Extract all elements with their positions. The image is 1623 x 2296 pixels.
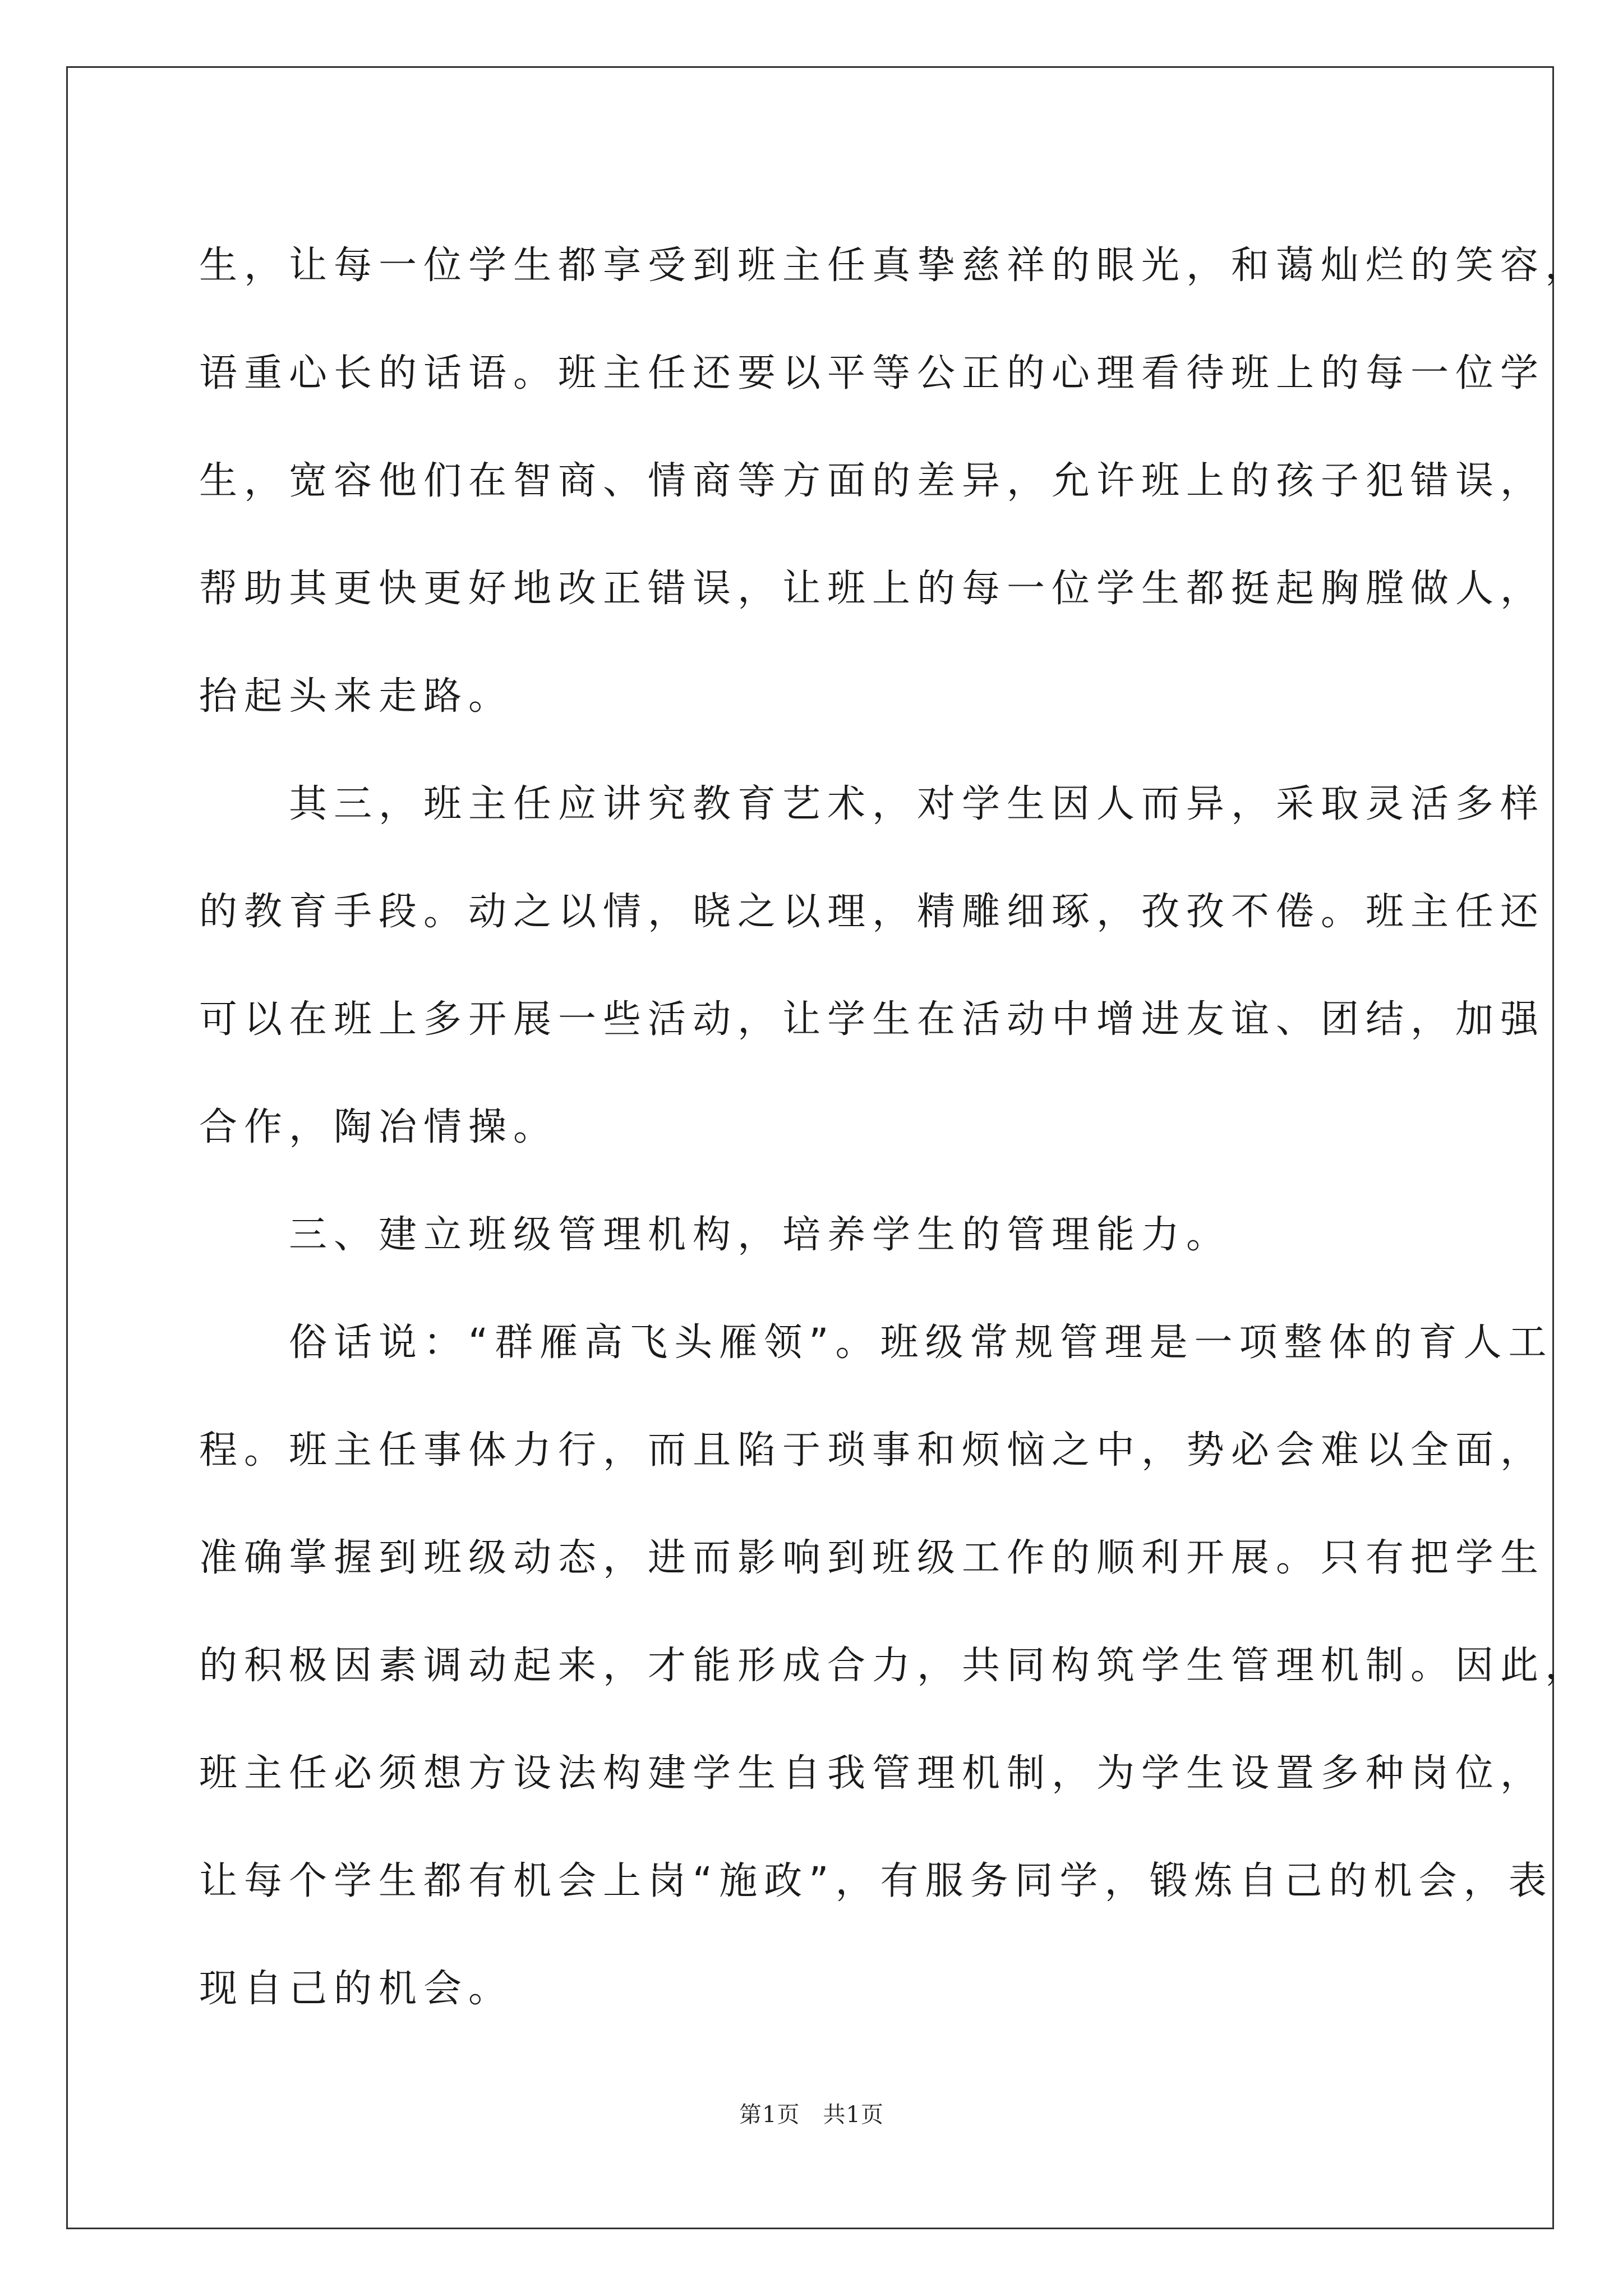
page-footer <box>0 2097 1623 2129</box>
text-line: 的教育手段。动之以情，晓之以理，精雕细琢，孜孜不倦。班主任还 <box>199 890 1546 934</box>
body-text <box>199 212 1590 2043</box>
page-number: 第1页 共1页 <box>739 2102 884 2128</box>
text-line: 合作，陶冶情操。 <box>199 1105 559 1149</box>
text-line: 生，让每一位学生都享受到班主任真挚慈祥的眼光，和蔼灿烂的笑容， <box>199 243 1590 288</box>
text-line: 俗话说：“群雁高飞头雁领”。班级常规管理是一项整体的育人工 <box>199 1320 1553 1365</box>
text-line: 程。班主任事体力行，而且陷于琐事和烦恼之中，势必会难以全面， <box>199 1428 1546 1473</box>
text-line: 班主任必须想方设法构建学生自我管理机制，为学生设置多种岗位， <box>199 1751 1546 1796</box>
text-line: 其三，班主任应讲究教育艺术，对学生因人而异，采取灵活多样 <box>199 782 1546 826</box>
text-line: 语重心长的话语。班主任还要以平等公正的心理看待班上的每一位学 <box>199 351 1546 395</box>
section-heading: 三、建立班级管理机构，培养学生的管理能力。 <box>199 1213 1232 1257</box>
text-line: 可以在班上多开展一些活动，让学生在活动中增进友谊、团结，加强 <box>199 997 1546 1042</box>
text-line: 让每个学生都有机会上岗“施政”，有服务同学，锻炼自己的机会，表 <box>199 1859 1553 1903</box>
text-line: 生，宽容他们在智商、情商等方面的差异，允许班上的孩子犯错误， <box>199 459 1546 503</box>
text-line: 帮助其更快更好地改正错误，让班上的每一位学生都挺起胸膛做人， <box>199 567 1546 611</box>
text-line: 现自己的机会。 <box>199 1967 514 2011</box>
text-line: 准确掌握到班级动态，进而影响到班级工作的顺利开展。只有把学生 <box>199 1536 1546 1580</box>
text-line: 的积极因素调动起来，才能形成合力，共同构筑学生管理机制。因此， <box>199 1644 1590 1688</box>
text-line: 抬起头来走路。 <box>199 674 514 719</box>
